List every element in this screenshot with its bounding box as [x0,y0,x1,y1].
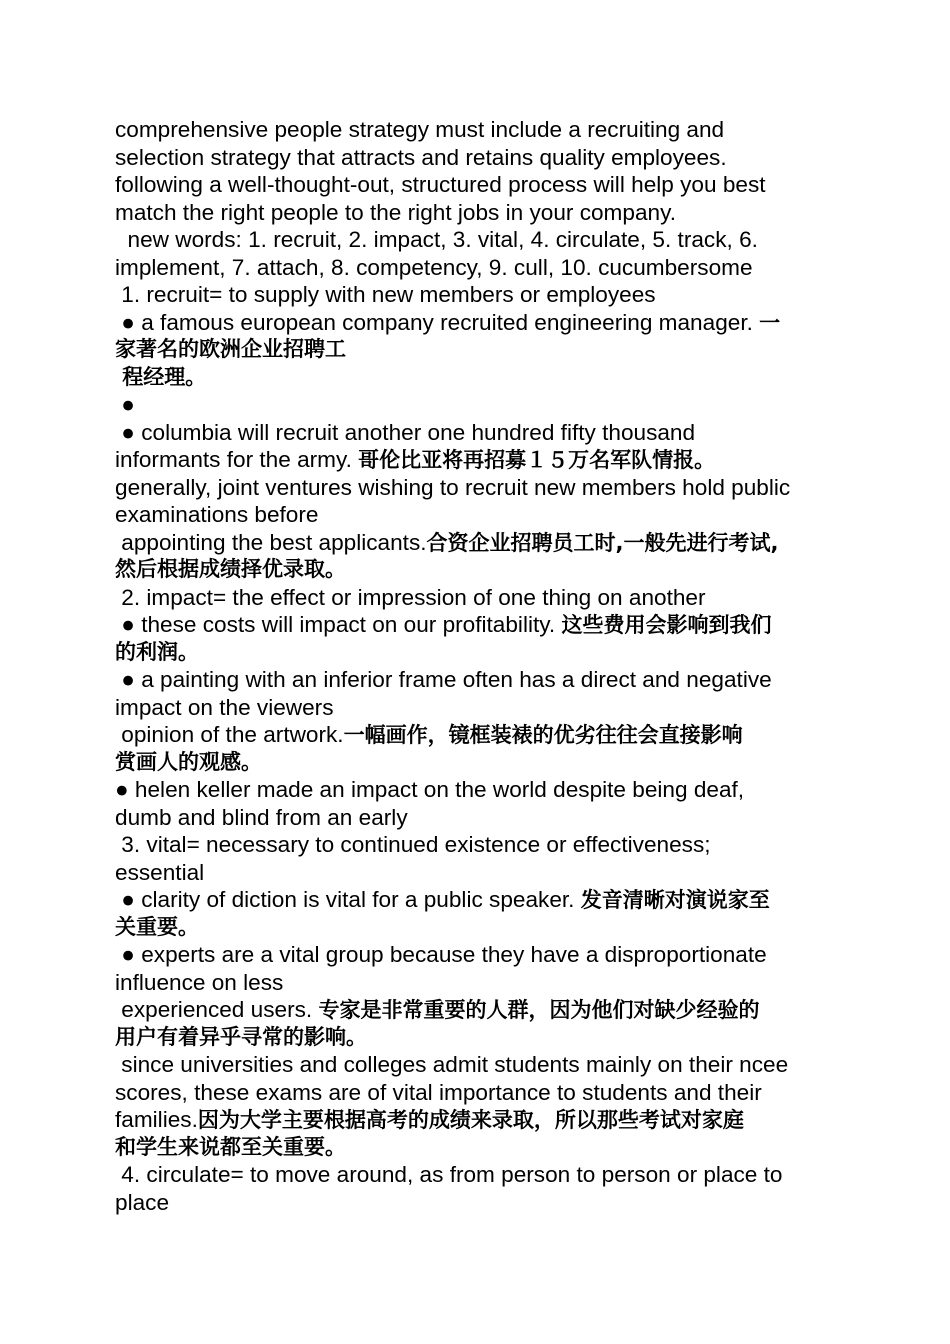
translation-cn: 程经理。 [115,364,207,389]
example-line [115,446,845,474]
translation-cn: 和学生来说都至关重要。 [115,1134,346,1159]
translation-cn: 发音清晰对演说家至 [580,888,770,912]
definition-impact: 2. impact= the effect or impression of one thing on another [115,584,706,610]
definition-circulate-cont: place [115,1189,170,1215]
translation-cn: 哥伦比亚将再招募１５万名军队情报。 [358,448,716,472]
example-line [115,529,845,557]
translation-cn: 家著名的欧洲企业招聘工 [115,337,346,361]
translation-cn: 赏画人的观感。 [115,749,262,774]
text-line: selection strategy that attracts and retains quality employees. [115,144,727,170]
translation-cn: 合资企业招聘员工时,一般先进行考试, [426,530,779,555]
example-line: ● columbia will recruit another one hundred fifty thousand [115,419,696,445]
translation-cn: 这些费用会影响到我们 [561,613,772,637]
definition-recruit: 1. recruit= to supply with new members or employees [115,282,656,307]
example-en: families. [115,1107,198,1132]
example-line: ● a painting with an inferior frame often has a direct and negative [115,667,772,692]
example-line: ● helen keller made an impact on the world despite being deaf, [115,777,745,802]
definition-vital-cont: essential [115,859,205,885]
example-line [115,886,845,914]
example-line: scores, these exams are of vital importance to students and their [115,1079,762,1105]
example-en: ● clarity of diction is vital for a public speaker. [115,887,581,912]
example-line: since universities and colleges admit students mainly on their ncee [115,1052,789,1077]
example-line: dumb and blind from an early [115,804,408,830]
example-en: ● these costs will impact on our profitability. [115,612,562,637]
translation-cn: 用户有着异乎寻常的影响。 [115,1024,367,1049]
example-line [115,1106,845,1134]
text-line: implement, 7. attach, 8. competency, 9. cull, 10. cucumbersome [115,254,753,280]
example-en: experienced users. [115,997,319,1022]
text-line: comprehensive people strategy must include a recruiting and [115,117,725,142]
example-en: ● a famous european company recruited engineering manager. [115,309,760,335]
translation-cn: 关重要。 [115,914,199,939]
definition-vital: 3. vital= necessary to continued existence or effectiveness; [115,832,711,857]
example-line: influence on less [115,969,284,995]
text-line: following a well-thought-out, structured process will help you best [115,172,766,197]
example-line [115,996,845,1024]
example-en: appointing the best applicants. [115,529,427,555]
translation-cn: 专家是非常重要的人群，因为他们对缺少经验的 [318,998,760,1022]
translation-cn: 然后根据成绩择优录取。 [115,557,346,581]
text-line: match the right people to the right jobs in your company. [115,199,676,225]
definition-circulate: 4. circulate= to move around, as from person to person or place to [115,1162,783,1187]
document-body [115,116,845,1216]
example-line [115,721,845,749]
bullet-line: ● [115,392,135,417]
example-en: opinion of the artwork. [115,722,344,747]
example-line [115,611,845,639]
example-line: examinations before [115,502,319,527]
example-en: informants for the army. [115,447,359,472]
translation-cn: 的利润。 [115,639,199,664]
example-line: generally, joint ventures wishing to recruit new members hold public [115,474,791,500]
translation-cn: 因为大学主要根据高考的成绩来录取，所以那些考试对家庭 [197,1108,744,1132]
text-line: new words: 1. recruit, 2. impact, 3. vital, 4. circulate, 5. track, 6. [115,227,758,252]
translation-cn: 一幅画作，镜框装裱的优劣往往会直接影响 [343,723,743,747]
example-line [115,309,845,337]
example-line: ● experts are a vital group because they have a disproportionate [115,942,767,967]
translation-cn: 一 [759,310,781,335]
example-line: impact on the viewers [115,694,334,720]
